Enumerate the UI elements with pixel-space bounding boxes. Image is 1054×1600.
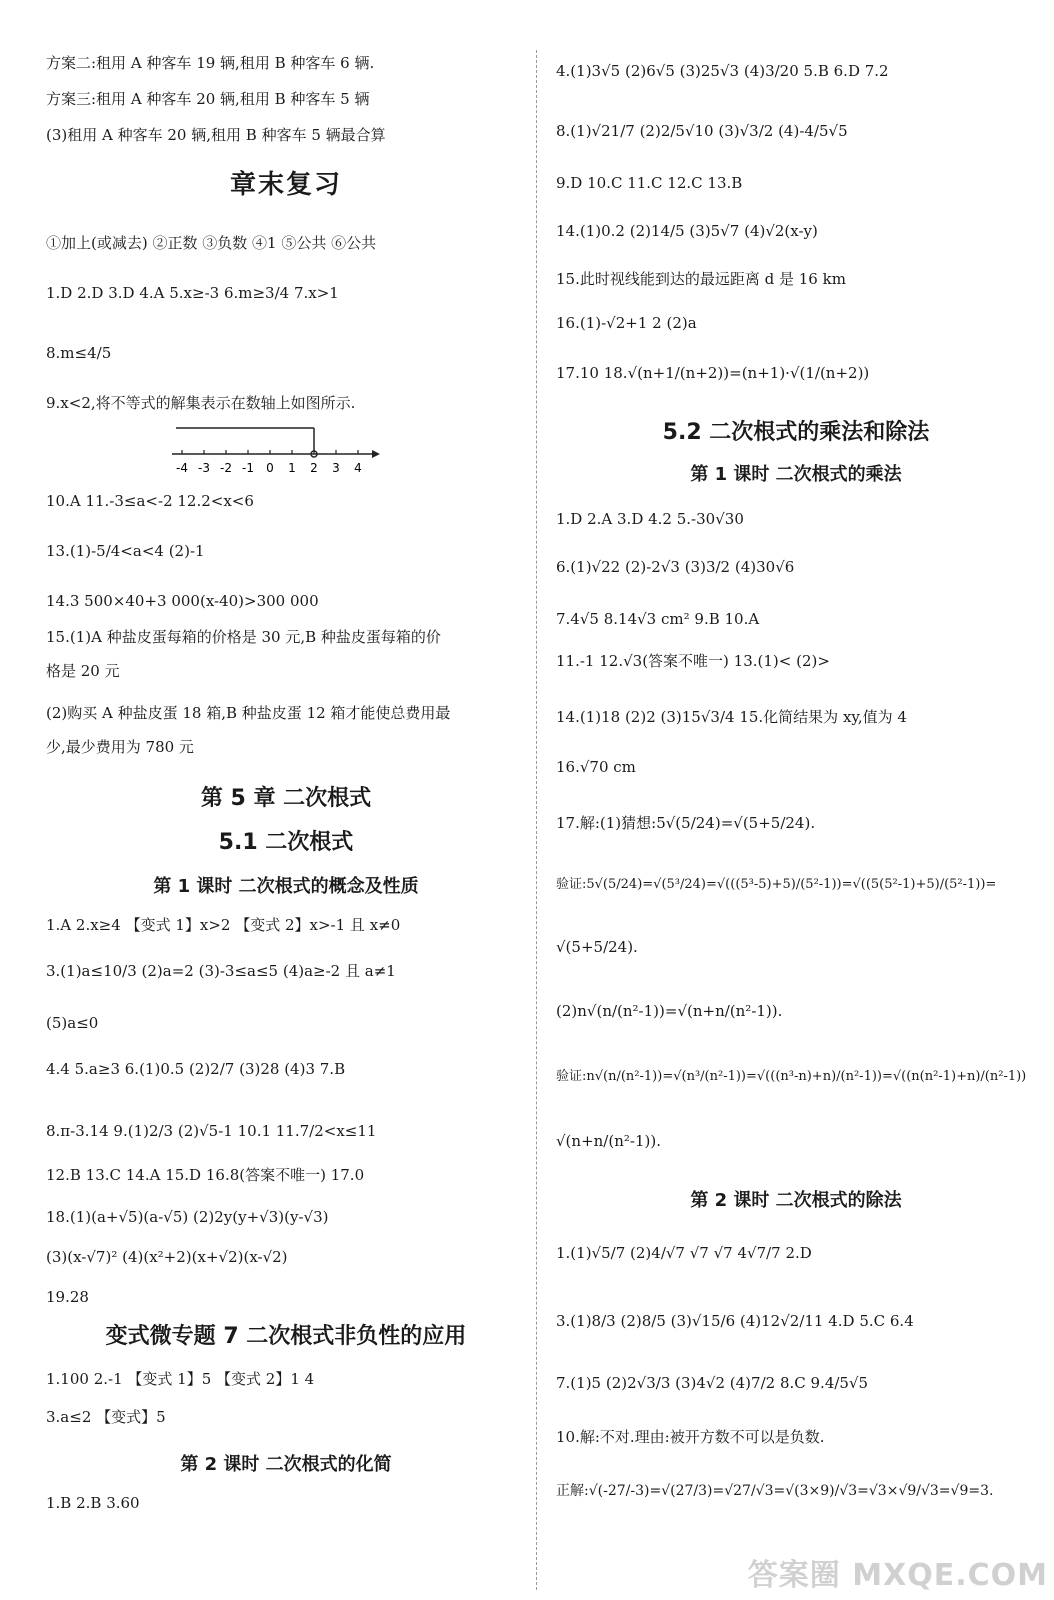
text-line: 3.(1)a≤10/3 (2)a=2 (3)-3≤a≤5 (4)a≥-2 且 a≠1 [46,962,396,980]
text-line: 16.√70 cm [556,758,636,776]
text-line: 14.3 500×40+3 000(x-40)>300 000 [46,592,319,610]
text-line: 方案二:租用 A 种客车 19 辆,租用 B 种客车 6 辆. [46,54,375,72]
text-line: ①加上(或减去) ②正数 ③负数 ④1 ⑤公共 ⑥公共 [46,234,377,252]
number-line-label: -2 [220,461,232,475]
number-line-label: 0 [266,461,274,475]
number-line-figure [172,424,382,480]
text-line: 1.100 2.-1 【变式 1】5 【变式 2】1 4 [46,1370,315,1388]
text-line: 正解:√(-27/-3)=√(27/3)=√27/√3=√(3×9)/√3=√3×√9/√3=√9=3. [556,1483,994,1499]
text-line: 17.解:(1)猜想:5√(5/24)=√(5+5/24). [556,814,816,832]
text-line: (5)a≤0 [46,1014,99,1032]
lesson-heading: 第 2 课时 二次根式的除法 [690,1190,902,1211]
column-divider [536,50,537,1590]
text-line: 7.4√5 8.14√3 cm² 9.B 10.A [556,610,760,628]
text-line: (3)租用 A 种客车 20 辆,租用 B 种客车 5 辆最合算 [46,126,386,144]
text-line: 1.D 2.D 3.D 4.A 5.x≥-3 6.m≥3/4 7.x>1 [46,284,339,302]
text-line: 15.此时视线能到达的最远距离 d 是 16 km [556,270,846,288]
text-line: 8.(1)√21/7 (2)2/5√10 (3)√3/2 (4)-4/5√5 [556,122,848,140]
text-line: 8.m≤4/5 [46,344,112,362]
text-line: 19.28 [46,1288,89,1306]
text-line: 10.A 11.-3≤a<-2 12.2<x<6 [46,492,254,510]
number-line-label: 4 [354,461,362,475]
text-line: 7.(1)5 (2)2√3/3 (3)4√2 (4)7/2 8.C 9.4/5√5 [556,1374,869,1392]
section-heading: 5.1 二次根式 [218,830,354,855]
text-line: 1.D 2.A 3.D 4.2 5.-30√30 [556,510,744,528]
text-line: 16.(1)-√2+1 2 (2)a [556,314,697,332]
text-line: 1.(1)√5/7 (2)4/√7 √7 √7 4√7/7 2.D [556,1244,812,1262]
text-line: 格是 20 元 [46,662,120,680]
text-line: (2)购买 A 种盐皮蛋 18 箱,B 种盐皮蛋 12 箱才能使总费用最 [46,704,451,722]
lesson-heading: 第 1 课时 二次根式的概念及性质 [153,876,419,897]
lesson-heading: 第 1 课时 二次根式的乘法 [690,464,902,485]
text-line: 11.-1 12.√3(答案不唯一) 13.(1)< (2)> [556,652,830,670]
text-line: 14.(1)18 (2)2 (3)15√3/4 15.化简结果为 xy,值为 4 [556,708,907,726]
text-line: 少,最少费用为 780 元 [46,738,194,756]
text-line: 4.4 5.a≥3 6.(1)0.5 (2)2/7 (3)28 (4)3 7.B [46,1060,346,1078]
text-line: 12.B 13.C 14.A 15.D 16.8(答案不唯一) 17.0 [46,1166,365,1184]
text-line: (3)(x-√7)² (4)(x²+2)(x+√2)(x-√2) [46,1248,288,1266]
text-line: 17.10 18.√(n+1/(n+2))=(n+1)·√(1/(n+2)) [556,364,870,382]
text-line: 3.(1)8/3 (2)8/5 (3)√15/6 (4)12√2/11 4.D 5.C 6.4 [556,1312,914,1330]
text-line: 15.(1)A 种盐皮蛋每箱的价格是 30 元,B 种盐皮蛋每箱的价 [46,628,441,646]
text-line: 方案三:租用 A 种客车 20 辆,租用 B 种客车 5 辆 [46,90,370,108]
section-heading: 5.2 二次根式的乘法和除法 [662,420,930,445]
text-line: 6.(1)√22 (2)-2√3 (3)3/2 (4)30√6 [556,558,795,576]
text-line: (2)n√(n/(n²-1))=√(n+n/(n²-1)). [556,1002,783,1020]
chapter-heading: 第 5 章 二次根式 [200,786,372,811]
topic-heading: 变式微专题 7 二次根式非负性的应用 [105,1324,467,1349]
text-line: 1.A 2.x≥4 【变式 1】x>2 【变式 2】x>-1 且 x≠0 [46,916,401,934]
text-line: √(n+n/(n²-1)). [556,1132,661,1150]
number-line-label: -1 [242,461,254,475]
number-line-label: 1 [288,461,296,475]
number-line-label: -4 [176,461,188,475]
text-line: √(5+5/24). [556,938,638,956]
number-line-label: 3 [332,461,340,475]
text-line: 10.解:不对.理由:被开方数不可以是负数. [556,1428,825,1446]
text-line: 8.π-3.14 9.(1)2/3 (2)√5-1 10.1 11.7/2<x≤11 [46,1122,377,1140]
text-line: 18.(1)(a+√5)(a-√5) (2)2y(y+√3)(y-√3) [46,1208,329,1226]
text-line: 3.a≤2 【变式】5 [46,1408,166,1426]
text-line: 验证:5√(5/24)=√(5³/24)=√(((5³-5)+5)/(5²-1))=√((5(5²-1)+5)/(5²-1))= [556,877,997,892]
watermark-logo: 答案圈 MXQE.COM [747,1558,1048,1593]
text-line: 9.x<2,将不等式的解集表示在数轴上如图所示. [46,394,356,412]
text-line: 13.(1)-5/4<a<4 (2)-1 [46,542,205,560]
text-line: 9.D 10.C 11.C 12.C 13.B [556,174,743,192]
section-heading: 章末复习 [229,170,342,200]
number-line-label: 2 [310,461,318,475]
text-line: 验证:n√(n/(n²-1))=√(n³/(n²-1))=√(((n³-n)+n)/(n²-1))=√((n(n²-1)+n)/(n²-1)) [556,1069,1027,1084]
text-line: 4.(1)3√5 (2)6√5 (3)25√3 (4)3/20 5.B 6.D 7.2 [556,62,889,80]
number-line-label: -3 [198,461,210,475]
lesson-heading: 第 2 课时 二次根式的化简 [180,1454,392,1475]
text-line: 14.(1)0.2 (2)14/5 (3)5√7 (4)√2(x-y) [556,222,818,240]
text-line: 1.B 2.B 3.60 [46,1494,140,1512]
